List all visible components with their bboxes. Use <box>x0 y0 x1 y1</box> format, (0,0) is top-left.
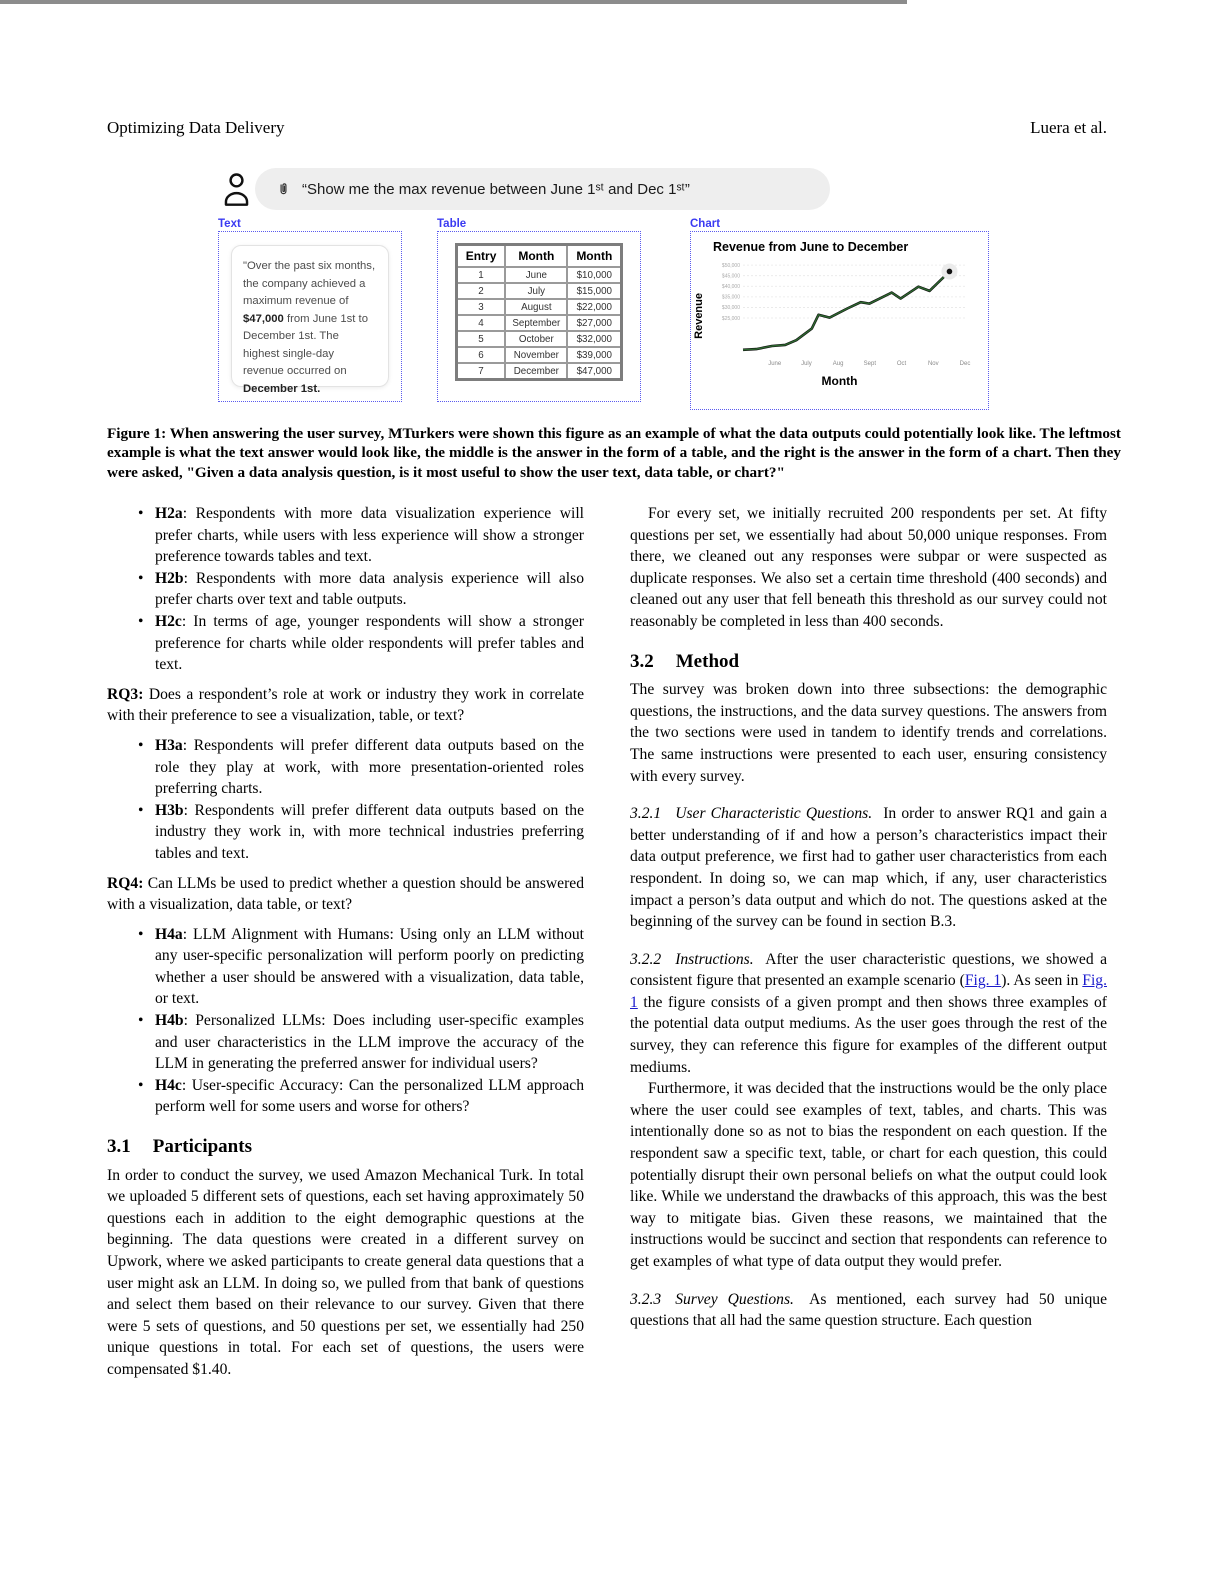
hypothesis-h3a <box>107 735 584 800</box>
hypothesis-h4c <box>107 1075 584 1118</box>
text-answer-part2: from June 1st to December 1st. The highest single-day revenue occurred on <box>243 312 368 377</box>
h4b-text: : Personalized LLMs: Does including user-specific examples and user characteristics in the LLM improve the accuracy of the LLM in generating the preferred answer for individual users? <box>155 1012 584 1073</box>
chart-x-axis-label: Month <box>821 374 858 388</box>
subsection-title: User Characteristic Questions. <box>675 805 873 823</box>
text-panel-box <box>218 231 402 402</box>
h4a-label: H4a <box>155 925 183 943</box>
cell: 5 <box>456 331 505 347</box>
svg-text:Aug: Aug <box>832 361 844 367</box>
table-row <box>456 283 622 299</box>
h3b-label: H3b <box>155 801 184 819</box>
table-row <box>456 315 622 331</box>
h2c-label: H2c <box>155 612 182 630</box>
left-column <box>107 503 584 1381</box>
subsection-3-2-2 <box>630 949 1107 1079</box>
h4c-label: H4c <box>155 1076 182 1094</box>
col-header-revenue: Month <box>567 245 621 268</box>
cell: $27,000 <box>567 315 621 331</box>
hypothesis-h2b <box>107 568 584 611</box>
revenue-line-chart <box>705 256 977 376</box>
subsection-3-2-2-text1: After the user characteristic questions, we showed a consistent figure that presented an example scenario ( <box>630 950 1107 990</box>
subsection-3-2-2-text3: the figure consists of a given prompt and then shows three examples of the potential data output mediums. As the user goes through the rest of the survey, they can reference this figure for examples of the different output mediums. <box>630 993 1107 1076</box>
paperclip-icon <box>275 181 292 198</box>
subsection-number: 3.2.3 <box>630 1290 662 1308</box>
chart-panel-box <box>690 231 989 410</box>
cell: $10,000 <box>567 267 621 283</box>
subsection-3-2-1-text: In order to answer RQ1 and gain a better understanding of if and how a person’s characteristics impact their data output preference, we first had to gather user characteristics from each respondent. In doing so, we can map which, if any, user characteristics impact a person’s data output and which do not. The questions asked at the beginning of the survey can be found in section B.3. <box>630 805 1107 931</box>
h2a-text: : Respondents with more data visualization experience will prefer charts, while users with less experience will show a stronger preference towards tables and text. <box>155 505 584 566</box>
text-answer-part1: "Over the past six months, the company achieved a maximum revenue of <box>243 260 376 307</box>
h2b-label: H2b <box>155 569 184 587</box>
cell: 2 <box>456 283 505 299</box>
running-header-authors: Luera et al. <box>1030 118 1107 137</box>
fig-1-link[interactable]: Fig. 1 <box>630 972 1107 1011</box>
table-row <box>456 347 622 363</box>
chart-y-axis-label: Revenue <box>693 293 705 339</box>
body-columns <box>107 503 1107 1381</box>
h3b-text: : Respondents will prefer different data outputs based on the industry they work in, with more technical industries preferring tables and text. <box>155 801 584 862</box>
running-header-title: Optimizing Data Delivery <box>107 118 285 137</box>
cell: 1 <box>456 267 505 283</box>
table-row <box>456 299 622 315</box>
cell: December <box>505 363 567 380</box>
svg-text:$40,000: $40,000 <box>721 284 740 291</box>
section-title: Method <box>675 650 740 672</box>
user-avatar-icon <box>221 171 252 212</box>
section-3-2-heading <box>630 651 1107 673</box>
subsection-number: 3.2.1 <box>630 805 662 823</box>
cell: 4 <box>456 315 505 331</box>
table-row <box>456 331 622 347</box>
running-header <box>107 118 1107 138</box>
section-number: 3.1 <box>107 1136 131 1158</box>
cell: June <box>505 267 567 283</box>
section-3-1-paragraph: In order to conduct the survey, we used Amazon Mechanical Turk. In total we uploaded 5 different sets of questions, each set having approximately 50 questions each in addition to the eight demographic questions at the beginning. The data questions were created in a different survey on Upwork, where we asked participants to create general data questions that a user might ask an LLM. In doing so, we pulled from that bank of questions and select them based on their relevance to our survey. Given that there were 5 sets of questions, and 50 questions per set, we essentially had 250 unique questions in total. For each set of questions, the users were compensated $1.40. <box>107 1166 584 1378</box>
figure-1 <box>0 168 1226 418</box>
hypothesis-h4a <box>107 924 584 1010</box>
rq4-label: RQ4: <box>107 874 144 892</box>
cell: July <box>505 283 567 299</box>
text-example-panel <box>218 218 402 402</box>
cell: $32,000 <box>567 331 621 347</box>
cell: 6 <box>456 347 505 363</box>
svg-text:$35,000: $35,000 <box>721 294 740 301</box>
svg-text:$30,000: $30,000 <box>721 305 740 312</box>
table-header-row <box>456 245 622 268</box>
rq3-text: Does a respondent’s role at work or industry they work in correlate with their preference to see a visualization, table, or text? <box>107 685 584 725</box>
cell: $47,000 <box>567 363 621 380</box>
subsection-title: Survey Questions. <box>675 1290 794 1308</box>
revenue-table <box>455 243 624 381</box>
section-3-1-heading <box>107 1136 584 1158</box>
table-example-panel <box>437 218 641 402</box>
research-question-3 <box>107 684 584 727</box>
h4b-label: H4b <box>155 1012 184 1030</box>
svg-text:Nov: Nov <box>927 361 939 367</box>
text-answer-card <box>231 245 389 395</box>
subsection-3-2-3-text: As mentioned, each survey had 50 unique questions that all had the same question structure. Each question <box>630 1290 1107 1330</box>
cell: September <box>505 315 567 331</box>
cell: $15,000 <box>567 283 621 299</box>
h3a-text: : Respondents will prefer different data outputs based on the role they play at work, with more presentation-oriented roles preferring charts. <box>155 736 584 798</box>
subsection-3-2-1 <box>630 803 1107 933</box>
top-divider-bar <box>0 0 907 4</box>
h3a-label: H3a <box>155 736 183 754</box>
table-panel-box <box>437 231 641 402</box>
h2a-label: H2a <box>155 505 183 522</box>
text-panel-label: Text <box>218 218 241 230</box>
chart-example-panel <box>690 218 989 410</box>
svg-text:June: June <box>768 361 782 367</box>
subsection-3-2-3 <box>630 1289 1107 1332</box>
svg-text:July: July <box>801 361 812 367</box>
rq3-label: RQ3: <box>107 685 144 703</box>
svg-text:$45,000: $45,000 <box>721 273 740 280</box>
research-question-4 <box>107 873 584 916</box>
col-header-month: Month <box>505 245 567 268</box>
figure-caption: Figure 1: When answering the user survey, MTurkers were shown this figure as an example of what the data outputs could potentially look like. The leftmost example is what the text answer would look like, the middle is the answer in the form of a table, and the right is the answer in the form of a chart. Then they were asked, "Given a data analysis question, is it most useful to show the user text, data table, or chart?" <box>107 425 1121 481</box>
section-3-2-paragraph: The survey was broken down into three subsections: the demographic questions, the instructions, and the data survey questions. The answers from the two sections were used in tandem to identify trends and correlations. The same instructions were presented to each user, ensuring consistency with every survey. <box>630 681 1107 785</box>
h2c-text: : In terms of age, younger respondents will show a stronger preference for charts while older respondents will prefer tables and text. <box>155 612 584 674</box>
cell: $22,000 <box>567 299 621 315</box>
svg-text:$25,000: $25,000 <box>721 315 740 322</box>
col-header-entry: Entry <box>456 245 505 268</box>
h4c-text: : User-specific Accuracy: Can the personalized LLM approach perform well for some users and worse for others? <box>155 1076 584 1116</box>
hypothesis-h3b <box>107 800 584 865</box>
svg-text:$50,000: $50,000 <box>721 262 740 269</box>
table-panel-label: Table <box>437 218 467 230</box>
hypothesis-h4b <box>107 1010 584 1075</box>
cell: August <box>505 299 567 315</box>
table-row <box>456 267 622 283</box>
h4a-text: : LLM Alignment with Humans: Using only an LLM without any user-specific personalization will perform poorly on predicting whether a user should be answered with a visualization, data table, or text. <box>155 925 584 1008</box>
chat-prompt-text: “Show me the max revenue between June 1ˢᵗ and Dec 1ˢᵗ” <box>302 180 690 198</box>
svg-text:Oct: Oct <box>896 361 907 367</box>
subsection-number: 3.2.2 <box>630 950 662 968</box>
section-number: 3.2 <box>630 650 654 672</box>
hypothesis-h2a <box>107 503 584 568</box>
subsection-3-2-2-text2: ). As seen in <box>1001 972 1083 990</box>
cell: 3 <box>456 299 505 315</box>
cell: October <box>505 331 567 347</box>
cell: $39,000 <box>567 347 621 363</box>
cell: November <box>505 347 567 363</box>
chart-title: Revenue from June to December <box>713 240 909 254</box>
section-title: Participants <box>152 1136 252 1158</box>
right-column <box>630 503 1107 1381</box>
table-row <box>456 363 622 380</box>
chart-panel-label: Chart <box>690 218 721 230</box>
subsection-title: Instructions. <box>675 950 754 968</box>
text-answer-bold-date: December 1st. <box>243 382 321 395</box>
cell: 7 <box>456 363 505 380</box>
fig-1-link[interactable]: Fig. 1 <box>964 972 1002 990</box>
svg-text:Sept: Sept <box>863 361 877 367</box>
furthermore-paragraph: Furthermore, it was decided that the instructions would be the only place where the user could see examples of text, tables, and charts. This was intentionally done so as not to bias the respondent on each question. If the respondent saw a specific text, table, or chart for each question, this could potentially disrupt their own personal beliefs on what the output could look like. While we understand the drawbacks of this approach, this was the best way to mitigate bias. Given these reasons, we maintained that the instructions would be succinct and section that respondents can reference to get examples of what type of data output they would prefer. <box>630 1080 1107 1270</box>
recruiting-paragraph: For every set, we initially recruited 200 respondents per set. At fifty questions per set, we essentially had about 50,000 unique responses. From there, we cleaned out any responses were subpar or were suspected as duplicate responses. We also set a certain time threshold (400 seconds) and cleaned out any user that fell beneath this threshold as our survey could not reasonably be completed in less than 400 seconds. <box>630 505 1107 630</box>
svg-text:Dec: Dec <box>959 361 971 367</box>
h2b-text: : Respondents with more data analysis experience will also prefer charts over text and table outputs. <box>155 569 584 609</box>
chat-prompt-bubble <box>255 168 830 210</box>
rq4-text: Can LLMs be used to predict whether a question should be answered with a visualization, data table, or text? <box>107 874 584 914</box>
text-answer-bold-revenue: $47,000 <box>243 312 284 325</box>
hypothesis-h2c <box>107 611 584 676</box>
